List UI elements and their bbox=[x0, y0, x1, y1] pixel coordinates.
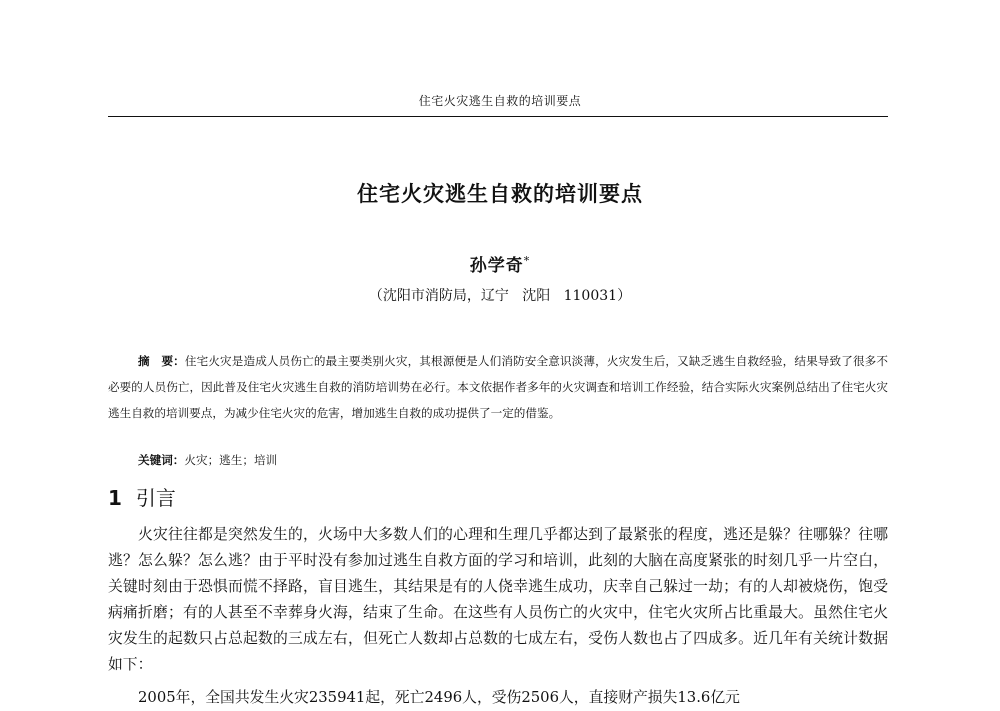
body-paragraph-next: 2005年，全国共发生火灾235941起，死亡2496人，受伤2506人，直接财产损失13.6亿元 bbox=[138, 689, 740, 706]
section-title: 引言 bbox=[135, 486, 176, 510]
author-line bbox=[0, 251, 1000, 276]
paper-title: 住宅火灾逃生自救的培训要点 bbox=[357, 182, 643, 206]
keywords-text: 火灾；逃生；培训 bbox=[184, 453, 278, 467]
keywords-label: 关键词： bbox=[138, 453, 185, 467]
author-footnote-mark: * bbox=[523, 254, 531, 268]
running-header: 住宅火灾逃生自救的培训要点 bbox=[418, 94, 582, 108]
section-heading bbox=[108, 486, 176, 510]
author-affiliation: （沈阳市消防局，辽宁 沈阳 110031） bbox=[368, 288, 632, 304]
abstract-text: 住宅火灾是造成人员伤亡的最主要类别火灾，其根源便是人们消防安全意识淡薄，火灾发生后，又缺乏逃生自救经验，结果导致了很多不必要的人员伤亡，因此普及住宅火灾逃生自救的消防培训势在必行。本文依据作者多年的火灾调查和培训工作经验，结合实际火灾案例总结出了住宅火灾逃生自救的培训要点，为减少住宅火灾的危害，增加逃生自救的成功提供了一定的借鉴。 bbox=[108, 354, 888, 420]
header-rule bbox=[108, 116, 888, 117]
abstract-label: 摘 要： bbox=[138, 354, 185, 368]
author-name: 孙学奇 bbox=[469, 256, 524, 276]
body-paragraph: 火灾往往都是突然发生的，火场中大多数人们的心理和生理几乎都达到了最紧张的程度，逃还是躲？往哪躲？往哪逃？怎么躲？怎么逃？由于平时没有参加过逃生自救方面的学习和培训，此刻的大脑在高度紧张的时刻几乎一片空白，关键时刻由于恐惧而慌不择路，盲目逃生，其结果是有的人侥幸逃生成功，庆幸自己躲过一劫；有的人却被烧伤，饱受病痛折磨；有的人甚至不幸葬身火海，结束了生命。在这些有人员伤亡的火灾中，住宅火灾所占比重最大。虽然住宅火灾发生的起数只占总起数的三成左右，但死亡人数却占总数的七成左右，受伤人数也占了四成多。近几年有关统计数据如下： bbox=[108, 526, 888, 673]
keywords bbox=[138, 450, 878, 470]
abstract bbox=[108, 348, 888, 426]
section-number: 1 bbox=[108, 486, 122, 510]
